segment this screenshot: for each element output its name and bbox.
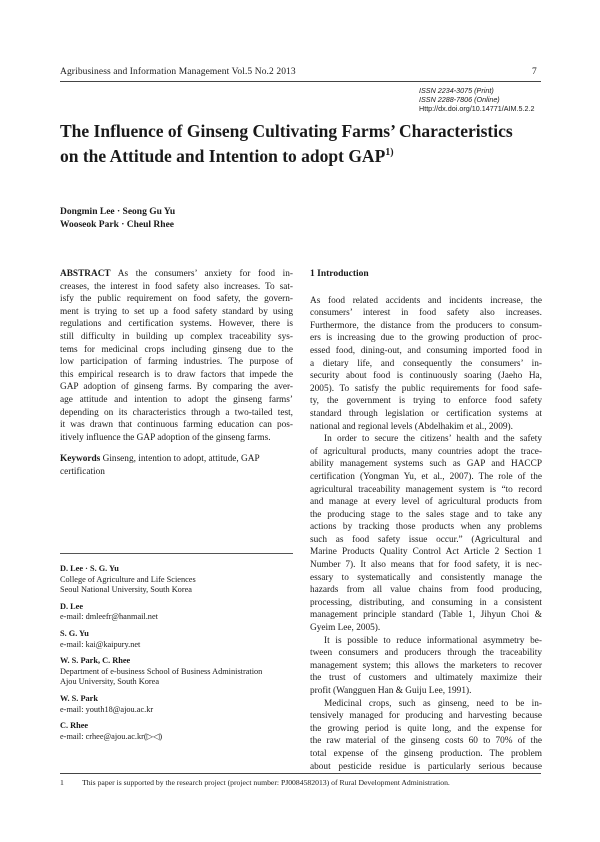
keywords-text: Ginseng, intention to adopt, attitude, GAP: [100, 454, 260, 465]
affiliation-entry: [60, 602, 300, 623]
intro-line: Medicinal crops, such as ginseng, need to be in-: [324, 698, 542, 709]
affiliation-name: S. G. Yu: [60, 628, 89, 638]
affiliation-rule: [60, 553, 293, 554]
introduction-body: [310, 295, 542, 774]
intro-line: consumers’ interest in food safety also increases.: [310, 308, 542, 319]
title-footnote-mark: 1): [385, 147, 394, 158]
intro-line: ability management systems such as GAP and HACCP: [310, 459, 542, 470]
keywords-block: [60, 453, 293, 478]
abstract-line: it was drawn that continuous farming education can pos-: [60, 420, 293, 431]
section-heading: 1 Introduction: [310, 269, 369, 279]
intro-line: Furthermore, the distance from the producers to consum-: [310, 320, 542, 331]
intro-line: and manage at every level of agricultural products from: [310, 497, 542, 508]
intro-line: a dietary life, and consequently the consumers’ in-: [310, 358, 542, 369]
intro-line: security about food is continuously soaring (Jaeho Ha,: [310, 371, 542, 382]
doi-link[interactable]: Http://dx.doi.org/10.14771/AIM.5.2.2: [419, 104, 535, 113]
affiliation-line: Seoul National University, South Korea: [60, 585, 192, 595]
email-line[interactable]: e-mail: crhee@ajou.ac.kr(▷◁): [60, 731, 163, 741]
intro-line: processing, distributing, and consuming in a consistent: [310, 597, 542, 608]
abstract-text: [60, 268, 293, 444]
affiliation-name: W. S. Park: [60, 693, 98, 703]
issn-online: ISSN 2288-7806 (Online): [419, 95, 500, 104]
abstract-line: tems for medicinal crops including ginseng due to the: [60, 344, 293, 355]
intro-line: standard through legislation or certification systems at: [310, 408, 542, 419]
intro-line: ers is increasing due to the growing production of proc-: [310, 333, 542, 344]
intro-line: the trust of customers and ultimately maximize their: [310, 673, 542, 684]
abstract-line: low participation of farming industries. The purpose of: [60, 357, 293, 368]
intro-line: In order to secure the citizens’ health and the safety: [324, 434, 542, 445]
abstract-line: this empirical research is to draw factors that impede the: [60, 369, 293, 380]
journal-header: Agribusiness and Information Management Vol.5 No.2 2013: [60, 67, 296, 77]
footnote-text: This paper is supported by the research project (project number: PJ0084582013) of Rural Development Administration.: [82, 778, 450, 787]
intro-line: essed food, dining-out, and consuming imported food in: [310, 345, 542, 356]
intro-line: the raw material of the ginseng costs 60 to 70% of the: [310, 736, 542, 747]
affiliation-entry: [60, 629, 300, 650]
affiliation-entry: [60, 721, 300, 742]
paper-title: [60, 119, 540, 169]
intro-line: hazards from all value chains from food producing,: [310, 585, 542, 596]
abstract-line: age attitude and intention to adopt the ginseng farms’: [60, 394, 293, 405]
affiliation-name: D. Lee: [60, 601, 84, 611]
footnote: [60, 778, 450, 787]
intro-line: Number 7). It also means that for food safety, it is nec-: [310, 560, 542, 571]
intro-line: management system; this allows the marketers to recover: [310, 660, 542, 671]
intro-line: the producing stage to the sales stage and to take any: [310, 509, 542, 520]
abstract-line: regulations and certification systems. However, there is: [60, 319, 293, 330]
intro-line: profit (Wangguen Han & Guiju Lee, 1991).: [310, 686, 472, 696]
footnote-mark: 1: [60, 778, 64, 787]
authors-line-1: Dongmin Lee · Seong Gu Yu: [60, 207, 176, 217]
intro-line: certification (Yongman Yu, et al., 2007). The role of the: [310, 471, 542, 482]
abstract-line: creases, the interest in food safety also increases. To sat-: [60, 281, 293, 292]
issn-print: ISSN 2234-3075 (Print): [419, 86, 494, 95]
email-line[interactable]: e-mail: youth18@ajou.ac.kr: [60, 704, 154, 714]
affiliation-name: C. Rhee: [60, 721, 89, 731]
intro-line: national and regional levels (Abdelhakim et al., 2009).: [310, 421, 513, 432]
intro-line: 2005). To satisfy the public requirements for food safe-: [310, 383, 542, 394]
email-line[interactable]: e-mail: dmleefr@hanmail.net: [60, 612, 158, 622]
intro-line: Marine Products Quality Control Act Article 2 Section 1: [310, 547, 542, 558]
intro-line: tensively managed for producing and harvesting because: [310, 711, 542, 722]
intro-line: As food related accidents and incidents increase, the: [310, 295, 542, 306]
footnote-rule: [60, 773, 541, 774]
abstract-section: [60, 268, 293, 479]
abstract-line: itively influence the GAP adoption of the ginseng farms.: [60, 432, 271, 443]
page-number: 7: [532, 67, 537, 77]
authors-line-2: Wooseok Park · Cheul Rhee: [60, 219, 175, 230]
intro-line: the growing period is quite long, and the expense for: [310, 723, 542, 734]
abstract-line: ment is trying to set up a food safety standard by using: [60, 306, 293, 317]
affiliation-block: [60, 564, 300, 748]
keywords-label: Keywords: [60, 454, 101, 465]
intro-line: essary to systematically and consistently manage the: [310, 572, 542, 583]
intro-line: Gyeim Lee, 2005).: [310, 623, 381, 634]
affiliation-line: Department of e-business School of Business Administration: [60, 666, 263, 676]
affiliation-name: W. S. Park, C. Rhee: [60, 656, 131, 666]
abstract-line: GAP adoption of ginseng farms. By comparing the aver-: [60, 382, 293, 393]
introduction-section: [310, 268, 542, 773]
header-rule: [60, 81, 541, 82]
title-line-1: The Influence of Ginseng Cultivating Farms’ Characteristics: [60, 121, 513, 141]
intro-line: ty, the government is trying to enforce food safety: [310, 396, 542, 407]
intro-line: of agricultural products, many countries adopt the trace-: [310, 446, 542, 457]
abstract-line: ABSTRACT As the consumers’ anxiety for food in-: [60, 269, 293, 279]
abstract-label: ABSTRACT: [60, 269, 111, 279]
title-line-2: on the Attitude and Intention to adopt GAP$^{1)}$: [60, 146, 394, 166]
intro-line: such as food safety issue occur.” (Agricultural and: [310, 534, 542, 545]
intro-line: management principle standard (Table 1, Jihyun Choi &: [310, 610, 542, 621]
affiliation-line: College of Agriculture and Life Sciences: [60, 574, 196, 584]
intro-line: actions by tracking those products when any problems: [310, 522, 542, 533]
affiliation-line: Ajou University, South Korea: [60, 677, 160, 687]
affiliation-name: D. Lee · S. G. Yu: [60, 564, 119, 573]
abstract-line: still difficulty in building up complex traceability sys-: [60, 331, 293, 342]
intro-line: It is possible to reduce informational asymmetry be-: [324, 635, 542, 646]
email-line[interactable]: e-mail: kai@kaipury.net: [60, 639, 141, 649]
author-list: [60, 206, 175, 231]
affiliation-entry: [60, 656, 300, 688]
affiliation-entry: [60, 694, 300, 715]
abstract-line: depending on its characteristics through a two-tailed test,: [60, 407, 293, 418]
intro-line: about pesticide residue is particularly serious because: [310, 761, 542, 772]
intro-line: tween consumers and producers through the traceability: [310, 648, 542, 659]
affiliation-entry: [60, 564, 300, 596]
abstract-line: isfy the public requirement on food safety, the govern-: [60, 294, 293, 305]
keywords-text-cont: certification: [60, 466, 105, 477]
intro-line: agricultural traceability management system is “to record: [310, 484, 542, 495]
intro-line: total expense of the ginseng production. The problem: [310, 748, 542, 759]
